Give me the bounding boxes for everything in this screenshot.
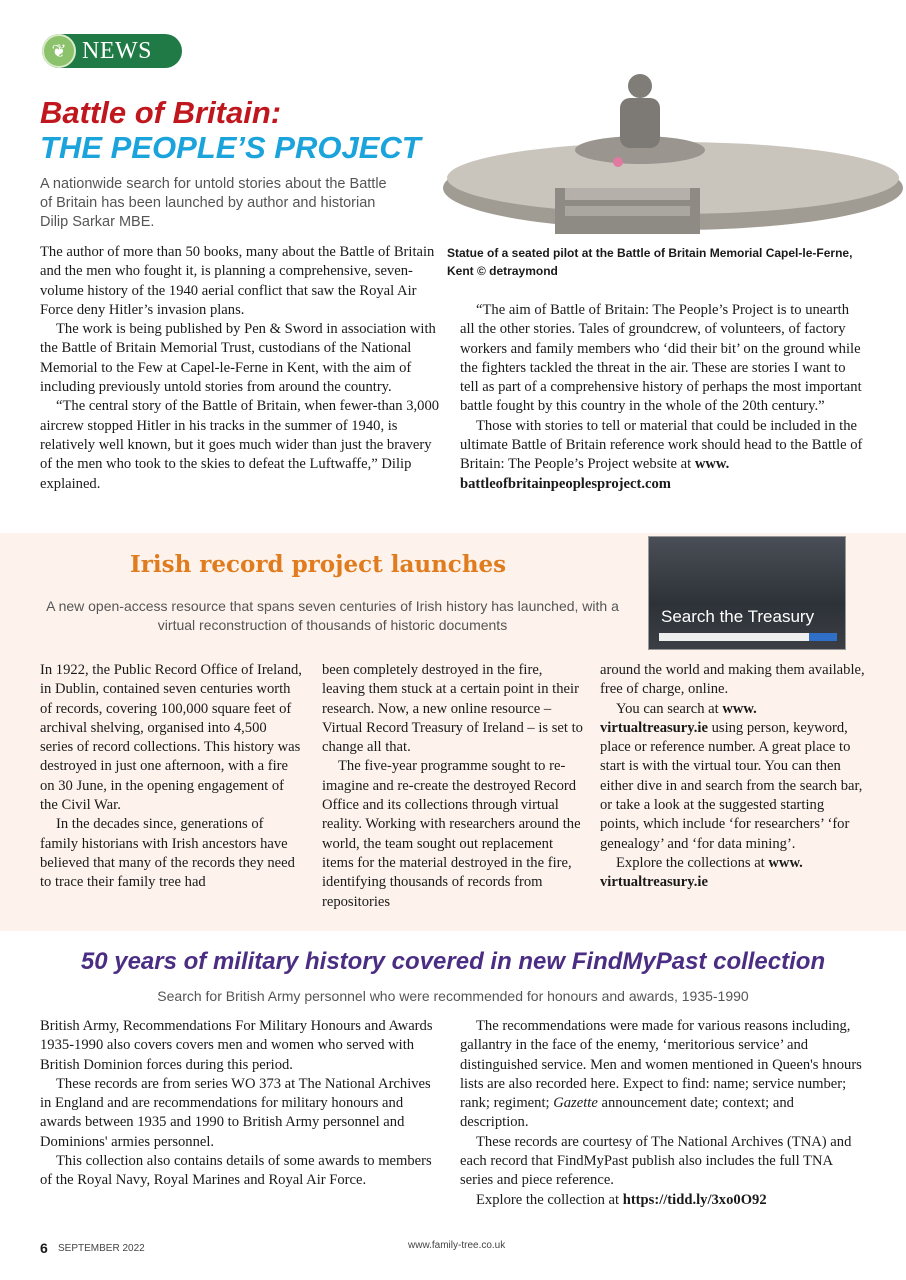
- website-link[interactable]: www. battleofbritainpeoplesproject.com: [460, 456, 730, 492]
- gazette-text: Gazette: [553, 1095, 598, 1112]
- collection-link[interactable]: https://tidd.ly/3xo0O92: [622, 1191, 767, 1208]
- paragraph: Those with stories to tell or material that could be included in the ultimate Battle of Britain reference work should head to the Battle of Britain: The People’s Project website at: [460, 417, 863, 473]
- irish-column3: [600, 661, 866, 893]
- text: The recommendations were made for various reasons including, gallantry in the face of the enemy, ‘meritorious service’ and distinguished service. Men and women mentioned in Queen's hnours lists are also recorded here. Expect to find: name; service number; rank; regiment;: [460, 1018, 862, 1112]
- paragraph: The work is being published by Pen & Sword in association with the Battle of Britain Memorial Trust, custodians of the National Memorial to the Few at Capel-le-Ferne in Kent, with the aim of including previously untold stories from around the country.: [40, 321, 436, 396]
- paragraph: British Army, Recommendations For Military Honours and Awards 1935-1990 also covers covers men and women who served with British Dominion forces during this period.: [40, 1018, 433, 1073]
- statue-photo: [440, 38, 906, 236]
- paragraph: In the decades since, generations of family historians with Irish ancestors have believed that many of the records they need to trace their family tree had: [40, 816, 295, 891]
- paragraph: These records are courtesy of The National Archives (TNA) and each record that FindMyPast publish also includes the full TNA series and piece reference.: [460, 1133, 852, 1189]
- irish-column1: [40, 661, 302, 893]
- paragraph: “The aim of Battle of Britain: The People’s Project is to unearth all the other stories. Tales of groundcrew, of volunteers, of factory workers and family members who ‘did their bit’ on the ground while the fighters tackled the threat in the air. These are stories I want to tell as part of a comprehensive history of perhaps the most important battle fought by this country in the whole of the 20th century.”: [460, 302, 862, 415]
- paragraph: These records are from series WO 373 at The National Archives in England and are recommendations for military honours and awards between 1935 and 1990 to British Army personnel and Dominions' armies personnel.: [40, 1075, 431, 1150]
- text: Explore the collection at: [476, 1191, 623, 1208]
- news-badge: [42, 34, 182, 68]
- paragraph: The author of more than 50 books, many about the Battle of Britain and the men who fought it, is planning a comprehensive, seven-volume history of the 1940 aerial conflict that saw the Royal Air Force deny Hitler’s invasion plans.: [40, 244, 435, 318]
- paragraph: been completely destroyed in the fire, leaving them stuck at a certain point in their research. Now, a new online resource – Virtual Record Treasury of Ireland – is set to change all that.: [322, 662, 583, 756]
- page-number: 6: [40, 1240, 48, 1256]
- findmypast-title: 50 years of military history covered in new FindMyPast collection: [80, 948, 826, 975]
- irish-column2: [322, 661, 584, 912]
- site-url[interactable]: www.family-tree.co.uk: [408, 1240, 506, 1251]
- article1-column1: [40, 243, 442, 494]
- paragraph: The five-year programme sought to re-imagine and re-create the destroyed Record Office and its collections through virtual reality. Working with researchers around the world, the team sought out replacement items for the material destroyed in the fire, identifying thousands of records from repositories: [322, 758, 581, 910]
- treasury-search-button: [809, 633, 837, 641]
- news-label: NEWS: [82, 37, 152, 64]
- findmypast-column2: [460, 1017, 864, 1210]
- article-title-line2: THE PEOPLE’S PROJECT: [40, 130, 421, 165]
- treasury-heading: Search the Treasury: [661, 607, 815, 626]
- article-title-line1: Battle of Britain:: [40, 95, 282, 130]
- text: using person, keyword, place or reference number. A great place to start is with the virtual tour. You can then either dive in and search from the search bar, or take a look at the suggested starting points, which include ‘for researchers’ ‘for genealogy’ and ‘for data mining’.: [600, 719, 863, 852]
- paragraph: In 1922, the Public Record Office of Ireland, in Dublin, contained seven centuries worth of records, covering 100,000 square feet of archival shelving, organised into 4,500 series of record collections. This history was destroyed in just one afternoon, with a fire on 30 June, in the opening engagement of the Civil War.: [40, 662, 302, 814]
- irish-standfirst: A new open-access resource that spans seven centuries of Irish history has launched, with a virtual reconstruction of thousands of historic documents: [46, 598, 619, 633]
- article1-column2: [460, 301, 864, 494]
- issue-date: SEPTEMBER 2022: [58, 1243, 145, 1254]
- treasury-search-bar: [659, 633, 809, 641]
- tree-logo-icon: ❦: [42, 34, 76, 68]
- text: announcement date; context; and description.: [460, 1095, 794, 1131]
- text: You can search at: [616, 700, 723, 717]
- findmypast-standfirst: Search for British Army personnel who were recommended for honours and awards, 1935-1990: [157, 988, 749, 1004]
- irish-title: Irish record project launches: [130, 551, 507, 578]
- treasury-screenshot: [648, 536, 846, 650]
- findmypast-column1: [40, 1017, 442, 1191]
- paragraph: This collection also contains details of some awards to members of the Royal Navy, Royal Marines and Royal Air Force.: [40, 1153, 432, 1189]
- paragraph: around the world and making them available, free of charge, online.: [600, 662, 865, 698]
- paragraph: “The central story of the Battle of Britain, when fewer-than 3,000 aircrew stopped Hitler in his tracks in the summer of 1940, is relatively well known, but it goes much wider than just the bravery of the men who took to the skies to defeat the Luftwaffe,” Dilip explained.: [40, 398, 440, 492]
- article-standfirst: A nationwide search for untold stories about the Battle of Britain has been launched by author and historian Dilip Sarkar MBE.: [40, 176, 387, 230]
- virtualtreasury-link[interactable]: www. virtualtreasury.ie: [600, 854, 803, 891]
- photo-caption: Statue of a seated pilot at the Battle of Britain Memorial Capel-le-Ferne, Kent © detraymond: [447, 246, 853, 278]
- virtualtreasury-link[interactable]: www. virtualtreasury.ie: [600, 700, 757, 736]
- text: Explore the collections at: [616, 854, 769, 871]
